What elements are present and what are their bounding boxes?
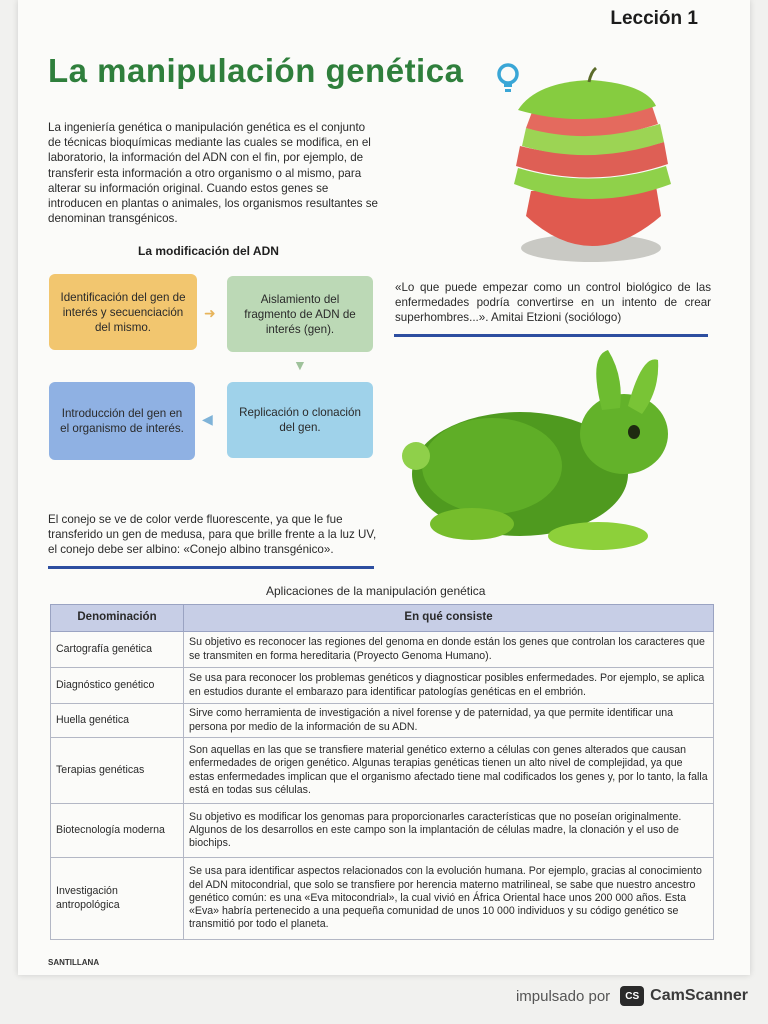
intro-paragraph: La ingeniería genética o manipulación genética es el conjunto de técnicas bioquímicas mediante las cuales se modifica, en el laboratorio, la información del ADN con el fin, por ejemplo, de transferir esta información a otro organismo o al mismo, para alterar su información original. Cuando estos genes se introducen en plantas o animales, los organismos resultantes se denominan transgénicos. bbox=[48, 121, 378, 226]
sliced-apple-image bbox=[496, 66, 686, 266]
column-header: Denominación bbox=[51, 605, 184, 632]
application-description: Se usa para identificar aspectos relacionados con la evolución humana. Por ejemplo, gracias al conocimiento del ADN mitocondrial, que solo se transfiere por herencia materno matrilineal, se sabe que nuestro ancestro genético común: es una «Eva mitocondrial», la cual vivió en África Oriental hace unos 200 000 años. Esta «Eva» habría pertenecido a una pequeña comunidad de unos 10 000 individuos y su código genético se transmitió por todo el planeta. bbox=[184, 858, 714, 940]
divider bbox=[394, 334, 708, 337]
table-row bbox=[51, 858, 714, 940]
column-header: En qué consiste bbox=[184, 605, 714, 632]
camscanner-icon: CS bbox=[620, 986, 644, 1006]
lesson-label: Lección 1 bbox=[610, 8, 698, 29]
application-name: Biotecnología moderna bbox=[51, 804, 184, 858]
step-introduction: Introducción del gen en el organismo de interés. bbox=[49, 382, 195, 460]
application-name: Investigación antropológica bbox=[51, 858, 184, 940]
arrow-down-icon: ▼ bbox=[293, 357, 307, 373]
page-title: La manipulación genética bbox=[48, 52, 464, 89]
step-identification: Identificación del gen de interés y secuenciación del mismo. bbox=[49, 274, 197, 350]
applications-title: Aplicaciones de la manipulación genética bbox=[266, 584, 486, 598]
textbook-page bbox=[18, 0, 750, 975]
application-name: Huella genética bbox=[51, 704, 184, 738]
step-replication: Replicación o clonación del gen. bbox=[227, 382, 373, 458]
dna-diagram-title: La modificación del ADN bbox=[138, 244, 279, 258]
application-description: Sirve como herramienta de investigación a nivel forense y de paternidad, ya que permite identificar una persona por medio de la información de su ADN. bbox=[184, 704, 714, 738]
table-row bbox=[51, 738, 714, 804]
arrow-left-icon: ◀ bbox=[202, 411, 213, 427]
green-rabbit-image bbox=[402, 346, 672, 562]
applications-table bbox=[50, 604, 714, 940]
rabbit-caption: El conejo se ve de color verde fluorescente, ya que le fue transferido un gen de medusa, para que brille frente a la luz UV, el conejo debe ser albino: «Conejo albino transgénico». bbox=[48, 513, 377, 557]
step-isolation: Aislamiento del fragmento de ADN de interés (gen). bbox=[227, 276, 373, 352]
watermark-prefix: impulsado por bbox=[515, 987, 611, 1005]
application-name: Diagnóstico genético bbox=[51, 668, 184, 704]
table-row bbox=[51, 804, 714, 858]
table-row bbox=[51, 668, 714, 704]
table-row bbox=[51, 704, 714, 738]
arrow-right-icon: ➜ bbox=[204, 305, 216, 321]
application-description: Son aquellas en las que se transfiere material genético externo a células con genes alterados que causan enfermedades de origen genético. Algunas terapias genéticas tienen un alto nivel de complejidad, ya que estas enfermedades implican que el organismo afectado tiene mal codificados los genes y, por lo tanto, la falla está en todas sus células. bbox=[184, 738, 714, 804]
divider bbox=[48, 566, 374, 569]
application-name: Cartografía genética bbox=[51, 632, 184, 668]
application-description: Se usa para reconocer los problemas genéticos y diagnosticar posibles enfermedades. Por ejemplo, se aplica en estudios durante el embarazo para identificar patologías genéticas en el embrión. bbox=[184, 668, 714, 704]
table-header-row bbox=[51, 605, 714, 632]
etzioni-quote: «Lo que puede empezar como un control biológico de las enfermedades podría convertirse en un intento de crear superhombres...». Amitai Etzioni (sociólogo) bbox=[395, 281, 711, 324]
camscanner-watermark bbox=[516, 986, 748, 1006]
application-name: Terapias genéticas bbox=[51, 738, 184, 804]
application-description: Su objetivo es reconocer las regiones del genoma en donde están los genes que controlan los caracteres que se transmiten en forma hereditaria (Proyecto Genoma Humano). bbox=[184, 632, 714, 668]
watermark-brand: CamScanner bbox=[650, 987, 748, 1004]
publisher-logo: SANTILLANA bbox=[48, 958, 100, 967]
table-row bbox=[51, 632, 714, 668]
application-description: Su objetivo es modificar los genomas para proporcionarles características que no poseían originalmente. Algunos de los desarrollos en este campo son la implantación de células madre, la clonación y el uso de biochips. bbox=[184, 804, 714, 858]
